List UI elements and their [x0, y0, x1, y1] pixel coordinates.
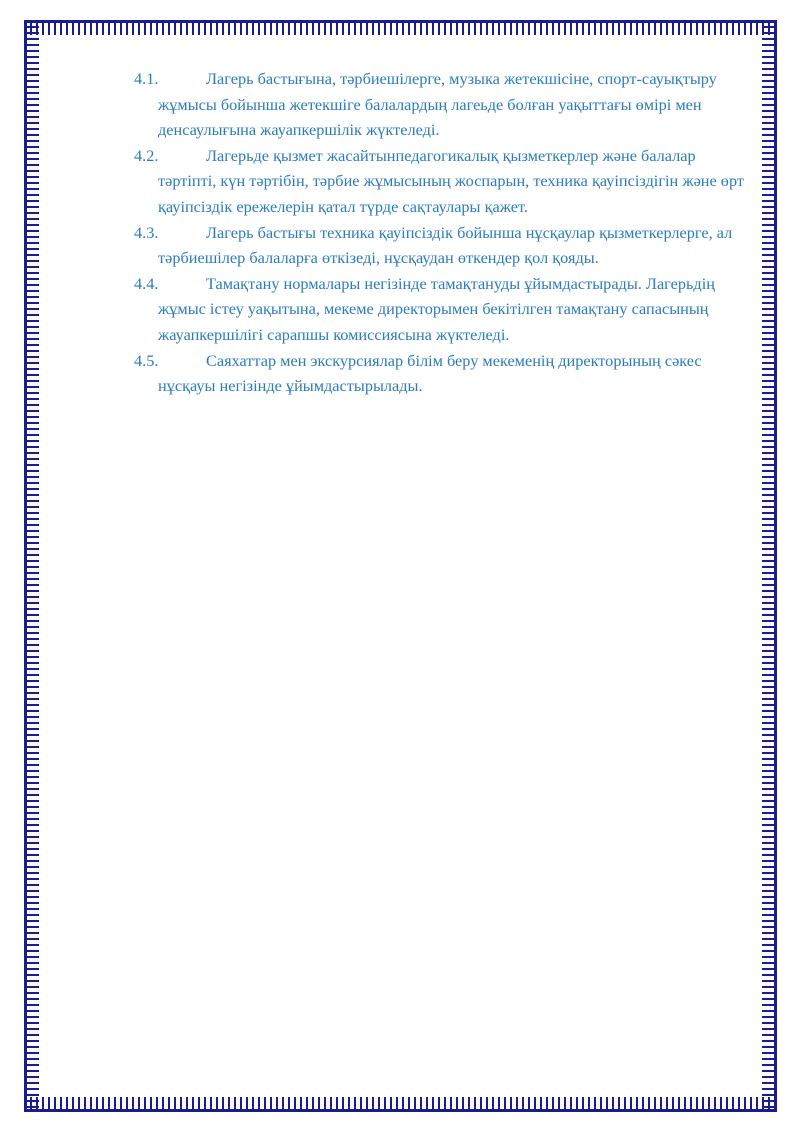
- item-text: Лагерь бастығына, тәрбиешілерге, музыка жетекшісіне, спорт-сауықтыру жұмысы бойынша жетекшіге балалардың лагеьде болған уақыттағы өмірі мен денсаулығына жауапкершілік жүктеледі.: [158, 69, 717, 140]
- item-number: 4.4.: [134, 273, 159, 293]
- numbered-section: [134, 66, 748, 399]
- item-text: Лагерьде қызмет жасайтынпедагогикалық қызметкерлер және балалар тәртіпті, күн тәртібін, тәрбие жұмысының жоспарын, техника қауіпсіздігін және өрт қауіпсіздік ережелерін қатал түрде сақтаулары қажет.: [158, 145, 744, 216]
- item-number: 4.1.: [134, 69, 159, 88]
- item-text: Саяхаттар мен экскурсиялар білім беру мекеменің директорының сәкес нұсқауы негізінде ұйымдастырылады.: [158, 350, 702, 396]
- item-number: 4.2.: [134, 145, 159, 165]
- item-text: Лагерь бастығы техника қауіпсіздік бойынша нұсқаулар қызметкерлерге, ал тәрбиешілер балаларға өткізеді, нұсқаудан өткендер қол қояды.: [158, 222, 733, 268]
- item-text: Тамақтану нормалары негізінде тамақтануды ұйымдастырады. Лагерьдің жұмыс істеу уақытына, мекеме директорымен бекітілген тамақтану сапасының жауапкершілігі сарапшы комиссиясына жүктеледі.: [158, 273, 715, 344]
- item-number: 4.5.: [134, 350, 159, 370]
- item-number: 4.3.: [134, 222, 159, 242]
- list-item: [134, 348, 748, 399]
- list-item: [134, 143, 748, 220]
- page-border-right: [762, 20, 777, 1112]
- page-border-bottom: [24, 1097, 777, 1112]
- page-border-left: [24, 20, 39, 1112]
- list-item: [134, 220, 748, 271]
- list-item: [134, 271, 748, 348]
- list-item: [134, 66, 748, 143]
- page-border-top: [24, 20, 777, 35]
